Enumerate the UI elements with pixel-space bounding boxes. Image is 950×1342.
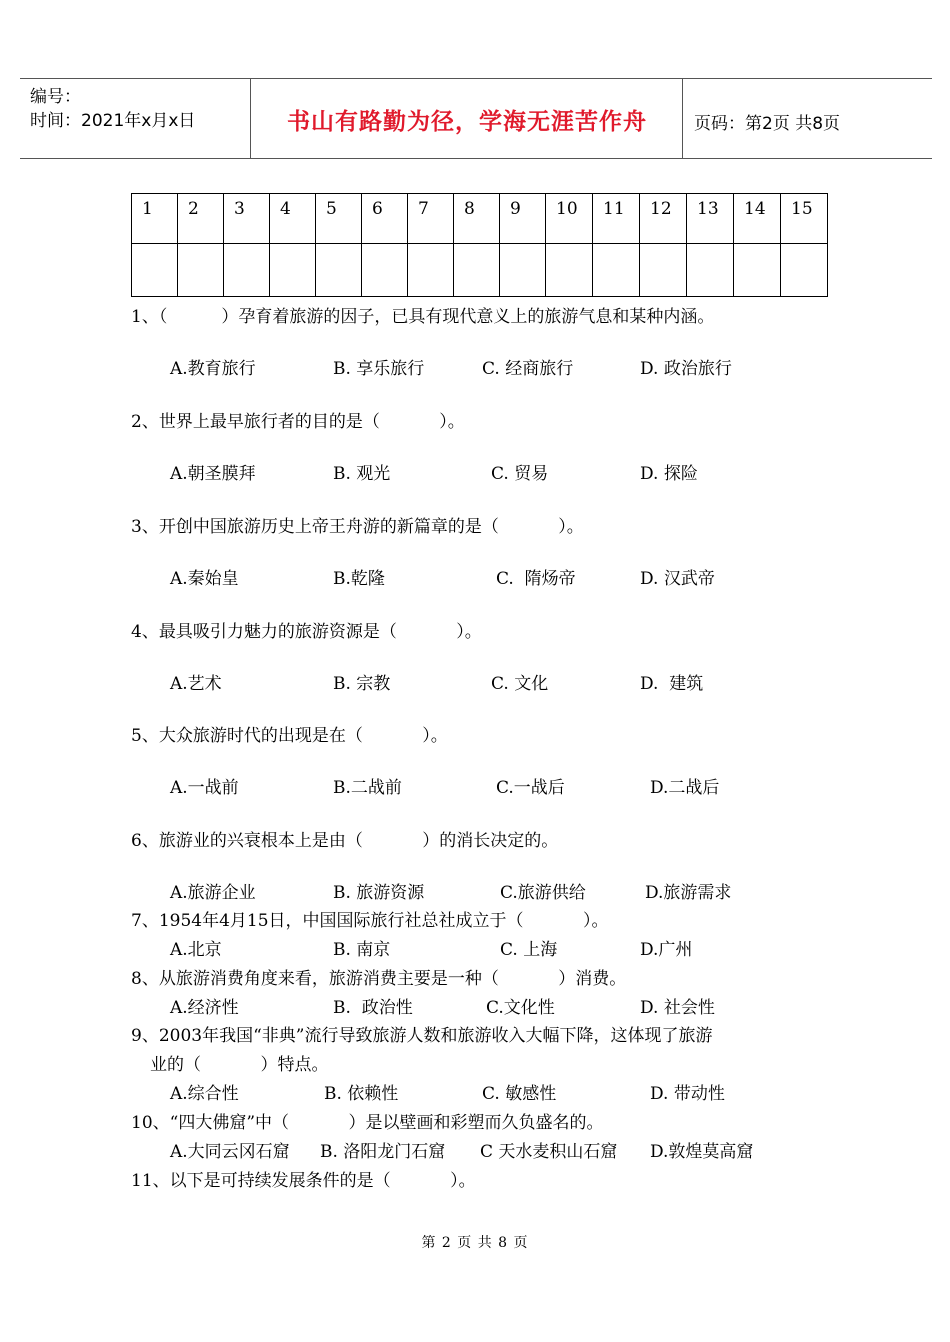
serial-label: 编号：: [30, 87, 81, 107]
option-a: A.旅游企业: [170, 883, 256, 903]
option-b: B. 宗教: [333, 674, 391, 694]
option-a: A.大同云冈石窟: [170, 1142, 290, 1162]
answer-cell[interactable]: [640, 244, 687, 297]
answer-cell[interactable]: [224, 244, 270, 297]
answer-cell[interactable]: [270, 244, 316, 297]
option-b: B. 政治性: [333, 998, 413, 1018]
option-a: A.一战前: [170, 778, 239, 798]
option-d: D.二战后: [650, 778, 720, 798]
option-a: A.教育旅行: [170, 359, 256, 379]
option-b: B.乾隆: [333, 569, 385, 589]
option-c: C.一战后: [496, 778, 565, 798]
answer-cell[interactable]: [593, 244, 640, 297]
answer-cell[interactable]: [687, 244, 734, 297]
question-11: 11、以下是可持续发展条件的是（ ）。: [131, 1171, 476, 1191]
answer-cell[interactable]: [500, 244, 546, 297]
answer-cell[interactable]: [734, 244, 781, 297]
answer-number: 13: [687, 194, 734, 244]
answer-cell[interactable]: [316, 244, 362, 297]
option-b: B. 旅游资源: [333, 883, 425, 903]
option-b: B. 南京: [333, 940, 391, 960]
option-d: D.广州: [640, 940, 693, 960]
option-c: C.旅游供给: [500, 883, 586, 903]
option-b: B. 依赖性: [324, 1084, 399, 1104]
question-1: 1、（ ）孕育着旅游的因子，已具有现代意义上的旅游气息和某种内涵。: [131, 307, 715, 327]
option-d: D. 建筑: [640, 674, 704, 694]
answer-number: 4: [270, 194, 316, 244]
question-7: 7、1954年4月15日，中国国际旅行社总社成立于（ ）。: [131, 911, 609, 931]
question-6: 6、旅游业的兴衰根本上是由（ ）的消长决定的。: [131, 831, 559, 851]
answer-cell[interactable]: [546, 244, 593, 297]
page-footer: 第 2 页 共 8 页: [421, 1235, 529, 1251]
answer-number-row: [132, 194, 828, 244]
option-d: D. 探险: [640, 464, 698, 484]
option-d: D.敦煌莫高窟: [650, 1142, 754, 1162]
option-a: A.北京: [170, 940, 222, 960]
answer-number: 10: [546, 194, 593, 244]
answer-number: 6: [362, 194, 408, 244]
answer-number: 14: [734, 194, 781, 244]
question-2: 2、世界上最早旅行者的目的是（ ）。: [131, 412, 465, 432]
question-10: 10、“四大佛窟”中（ ）是以壁画和彩塑而久负盛名的。: [131, 1113, 604, 1133]
option-c: C. 上海: [500, 940, 558, 960]
answer-number: 3: [224, 194, 270, 244]
option-b: B.二战前: [333, 778, 402, 798]
option-c: C 天水麦积山石窟: [480, 1142, 618, 1162]
page-indicator: 页码：第2页 共8页: [694, 114, 841, 134]
question-4: 4、最具吸引力魅力的旅游资源是（ ）。: [131, 622, 482, 642]
answer-blank-row: [132, 244, 828, 297]
question-3: 3、开创中国旅游历史上帝王舟游的新篇章的是（ ）。: [131, 517, 584, 537]
answer-cell[interactable]: [132, 244, 178, 297]
option-c: C.文化性: [486, 998, 555, 1018]
time-label: 时间：2021年x月x日: [30, 111, 196, 131]
option-b: B. 洛阳龙门石窟: [320, 1142, 446, 1162]
answer-number: 12: [640, 194, 687, 244]
answer-number: 9: [500, 194, 546, 244]
answer-number: 2: [178, 194, 224, 244]
option-c: C. 敏感性: [482, 1084, 557, 1104]
option-d: D. 汉武帝: [640, 569, 715, 589]
answer-number: 15: [781, 194, 828, 244]
answer-number: 5: [316, 194, 362, 244]
option-a: A.秦始皇: [170, 569, 239, 589]
option-a: A.经济性: [170, 998, 239, 1018]
option-d: D. 社会性: [640, 998, 715, 1018]
answer-number: 8: [454, 194, 500, 244]
header-motto: 书山有路勤为径，学海无涯苦作舟: [287, 109, 647, 135]
header-divider: [682, 79, 683, 158]
question-8: 8、从旅游消费角度来看，旅游消费主要是一种（ ）消费。: [131, 969, 627, 989]
question-9-continued: 业的（ ）特点。: [150, 1055, 329, 1075]
answer-cell[interactable]: [178, 244, 224, 297]
option-d: D. 带动性: [650, 1084, 725, 1104]
header-meta: [30, 85, 195, 133]
answer-cell[interactable]: [408, 244, 454, 297]
option-b: B. 享乐旅行: [333, 359, 425, 379]
option-a: A.综合性: [170, 1084, 239, 1104]
page-header: [20, 78, 932, 159]
answer-number: 1: [132, 194, 178, 244]
answer-cell[interactable]: [454, 244, 500, 297]
option-c: C. 贸易: [491, 464, 549, 484]
option-a: A.艺术: [170, 674, 222, 694]
answer-number: 11: [593, 194, 640, 244]
option-c: C. 隋炀帝: [496, 569, 576, 589]
answer-cell[interactable]: [362, 244, 408, 297]
question-5: 5、大众旅游时代的出现是在（ ）。: [131, 726, 448, 746]
answer-cell[interactable]: [781, 244, 828, 297]
option-c: C. 文化: [491, 674, 549, 694]
option-c: C. 经商旅行: [482, 359, 574, 379]
option-a: A.朝圣膜拜: [170, 464, 256, 484]
answer-number: 7: [408, 194, 454, 244]
option-b: B. 观光: [333, 464, 391, 484]
answer-table: [131, 193, 828, 297]
option-d: D. 政治旅行: [640, 359, 732, 379]
question-9: 9、2003年我国“非典”流行导致旅游人数和旅游收入大幅下降，这体现了旅游: [131, 1026, 713, 1046]
header-divider: [250, 79, 251, 158]
option-d: D.旅游需求: [645, 883, 732, 903]
